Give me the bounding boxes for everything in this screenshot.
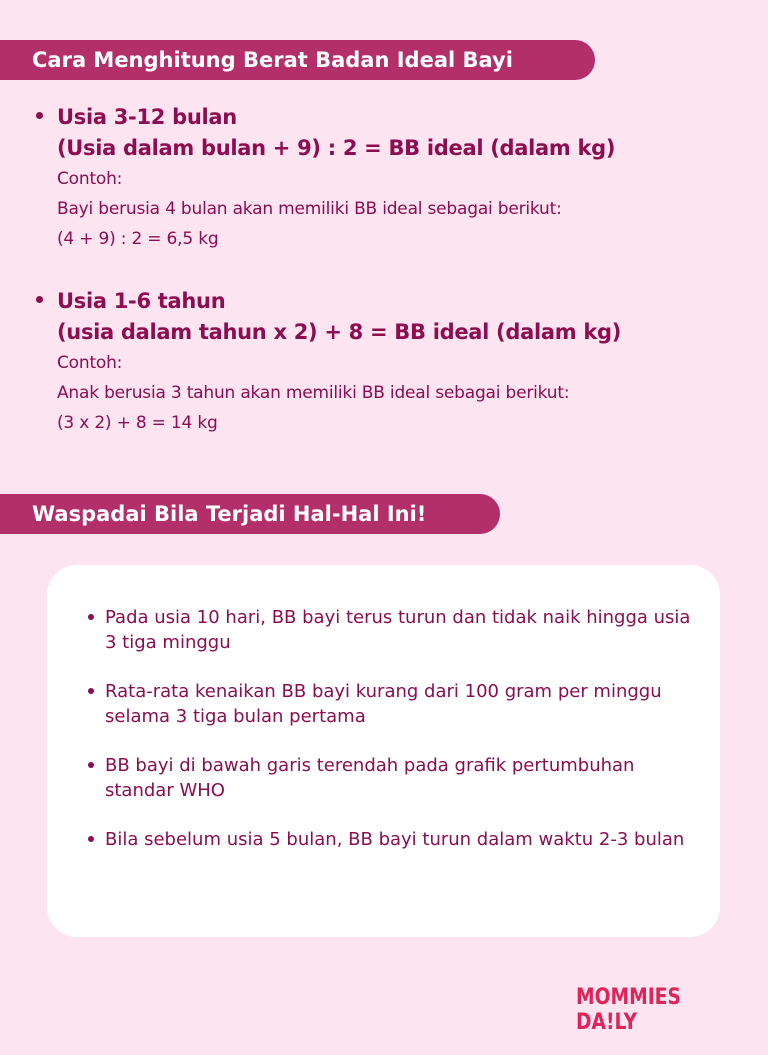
example-calc: (4 + 9) : 2 = 6,5 kg xyxy=(57,229,219,249)
list-item xyxy=(105,605,705,655)
bullet-icon xyxy=(88,614,94,620)
list-item xyxy=(105,753,705,803)
bullet-icon xyxy=(36,296,43,303)
bullet-icon xyxy=(88,688,94,694)
mommies-daily-logo: MOMMIES DA!LY xyxy=(576,985,681,1035)
bullet-icon xyxy=(88,762,94,768)
example-text: Anak berusia 3 tahun akan memiliki BB ideal sebagai berikut: xyxy=(57,383,570,403)
list-item xyxy=(105,827,705,852)
item-text: BB bayi di bawah garis terendah pada grafik pertumbuhan standar WHO xyxy=(105,755,635,801)
example-label: Contoh: xyxy=(57,353,123,373)
item-heading: Usia 3-12 bulan xyxy=(57,105,237,129)
example-text: Bayi berusia 4 bulan akan memiliki BB ideal sebagai berikut: xyxy=(57,199,562,219)
item-text: Rata-rata kenaikan BB bayi kurang dari 100 gram per minggu selama 3 tiga bulan pertama xyxy=(105,681,662,727)
section-title: Cara Menghitung Berat Badan Ideal Bayi xyxy=(32,48,513,72)
item-formula: (Usia dalam bulan + 9) : 2 = BB ideal (dalam kg) xyxy=(57,136,616,160)
warning-card xyxy=(47,565,720,937)
list-item xyxy=(57,102,757,254)
list-item xyxy=(105,679,705,729)
list-item xyxy=(57,286,757,438)
item-text: Pada usia 10 hari, BB bayi terus turun dan tidak naik hingga usia 3 tiga minggu xyxy=(105,607,691,653)
section-title-banner xyxy=(0,40,595,80)
item-heading: Usia 1-6 tahun xyxy=(57,289,226,313)
example-calc: (3 x 2) + 8 = 14 kg xyxy=(57,413,218,433)
bullet-icon xyxy=(88,836,94,842)
bullet-icon xyxy=(36,112,43,119)
section-title: Waspadai Bila Terjadi Hal-Hal Ini! xyxy=(32,502,427,526)
item-formula: (usia dalam tahun x 2) + 8 = BB ideal (dalam kg) xyxy=(57,320,622,344)
item-text: Bila sebelum usia 5 bulan, BB bayi turun dalam waktu 2-3 bulan xyxy=(105,829,685,850)
example-label: Contoh: xyxy=(57,169,123,189)
section-title-banner xyxy=(0,494,500,534)
